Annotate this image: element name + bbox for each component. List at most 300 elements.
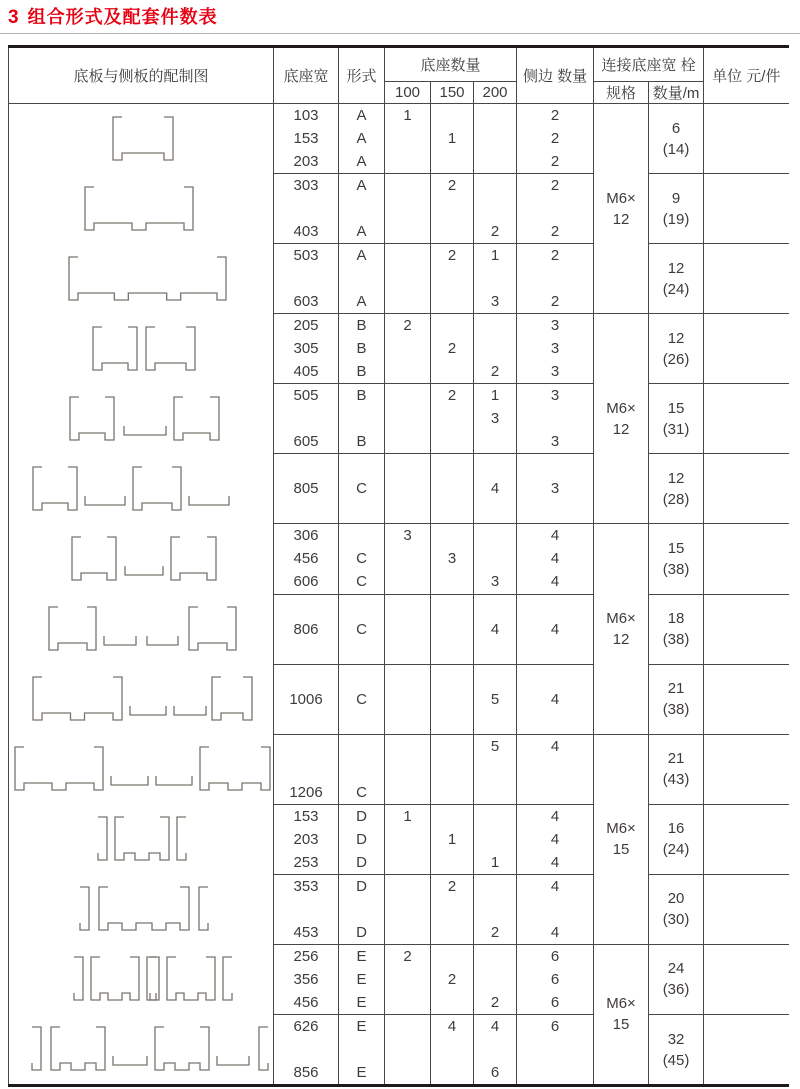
value-slot: B — [356, 387, 367, 405]
unit-price-cell — [704, 454, 789, 524]
value-slot: C — [356, 480, 367, 498]
profile-diagram — [9, 1014, 273, 1083]
qty150-cell — [431, 104, 474, 174]
value-slot — [385, 781, 430, 804]
value-slot: 4 — [490, 480, 500, 498]
qty200-cell — [474, 174, 517, 244]
diagram-column-cell — [9, 104, 274, 1086]
section-title-text: 组合形式及配套件数表 — [27, 7, 218, 27]
value-slot — [474, 524, 516, 547]
value-slot: 503 — [293, 247, 319, 264]
value-slot — [474, 781, 516, 804]
qty150-cell — [431, 734, 474, 804]
bolt-spec-cell — [594, 524, 649, 734]
side-qty-cell — [517, 524, 594, 594]
value-slot — [385, 1061, 430, 1084]
value-slot: 3 — [550, 317, 560, 334]
header-base-qty-200: 200 — [474, 82, 517, 104]
bolt-qty-line: (26) — [662, 350, 690, 368]
qty100-cell — [385, 174, 431, 244]
qty150-cell — [431, 314, 474, 384]
side-qty-cell — [517, 384, 594, 454]
profile-diagram — [9, 734, 273, 803]
side-qty-cell — [517, 314, 594, 384]
bolt-qty-line: 6 — [671, 119, 681, 137]
bolt-spec-line: M6× — [606, 995, 636, 1013]
value-slot: 4 — [550, 807, 560, 825]
qty150-cell — [431, 804, 474, 874]
bolt-qty-line: (28) — [662, 490, 690, 508]
value-slot — [431, 711, 473, 734]
value-slot — [274, 665, 338, 688]
value-slot: 603 — [293, 293, 319, 310]
value-slot: 4 — [550, 830, 560, 848]
value-slot — [517, 758, 593, 781]
profile-diagram — [9, 874, 273, 943]
value-slot: C — [356, 783, 367, 801]
value-slot: A — [356, 153, 367, 170]
value-slot: 203 — [293, 830, 319, 848]
value-slot — [431, 898, 473, 921]
value-slot — [274, 407, 338, 430]
value-slot: 1006 — [289, 690, 323, 708]
bolt-qty-line: (38) — [662, 701, 690, 718]
profile-diagram — [9, 594, 273, 663]
unit-price-cell — [704, 314, 789, 384]
value-slot: 3 — [490, 573, 500, 591]
value-slot: 103 — [293, 107, 319, 124]
value-slot: 806 — [293, 620, 319, 638]
value-slot: B — [356, 317, 367, 334]
value-slot — [474, 430, 516, 453]
value-slot — [385, 595, 430, 618]
unit-price-cell — [704, 104, 789, 174]
value-slot — [474, 314, 516, 337]
value-slot: C — [356, 620, 367, 638]
qty100-cell — [385, 244, 431, 314]
qty150-cell — [431, 174, 474, 244]
value-slot — [339, 711, 384, 734]
header-form: 形式 — [339, 47, 385, 104]
bolt-qty-line: 21 — [667, 750, 685, 768]
value-slot — [474, 454, 516, 477]
bolt-qty-line: (45) — [662, 1051, 690, 1069]
value-slot — [385, 1038, 430, 1061]
value-slot — [339, 758, 384, 781]
value-slot: 1 — [403, 807, 412, 825]
value-slot — [431, 945, 473, 968]
header-bolt-qty: 数量/m — [649, 82, 704, 104]
side-qty-cell — [517, 594, 594, 664]
value-slot — [431, 430, 473, 453]
value-slot — [385, 991, 430, 1014]
value-slot: 856 — [293, 1064, 319, 1081]
value-slot — [431, 407, 473, 430]
value-slot: 1 — [490, 247, 500, 264]
qty100-cell — [385, 454, 431, 524]
value-slot — [385, 711, 430, 734]
qty200-cell — [474, 384, 517, 454]
bolt-qty-line: (19) — [662, 210, 690, 228]
qty150-cell — [431, 944, 474, 1014]
value-slot — [474, 595, 516, 618]
base-width-cell — [274, 804, 339, 874]
value-slot: 606 — [293, 573, 319, 591]
value-slot — [385, 477, 430, 500]
value-slot: 2 — [550, 107, 560, 124]
bolt-qty-line: (36) — [662, 981, 690, 999]
value-slot — [474, 758, 516, 781]
bolt-qty-line: (24) — [662, 841, 690, 859]
value-slot: 4 — [490, 620, 500, 638]
value-slot — [339, 407, 384, 430]
value-slot — [385, 665, 430, 688]
qty100-cell — [385, 804, 431, 874]
value-slot: 3 — [403, 527, 412, 545]
form-cell — [339, 454, 385, 524]
value-slot — [517, 595, 593, 618]
qty100-cell — [385, 874, 431, 944]
bolt-qty-line: 12 — [667, 469, 685, 487]
value-slot — [385, 244, 430, 267]
value-slot: 805 — [293, 480, 319, 498]
profile-diagram — [9, 384, 273, 453]
value-slot — [385, 174, 430, 197]
profile-diagram — [9, 314, 273, 383]
value-slot: 456 — [293, 993, 319, 1011]
value-slot — [339, 898, 384, 921]
value-slot: 4 — [550, 737, 560, 755]
header-base-qty-150: 150 — [431, 82, 474, 104]
bolt-spec-cell — [594, 944, 649, 1085]
bolt-qty-cell — [649, 874, 704, 944]
title-divider — [0, 33, 800, 34]
value-slot — [385, 688, 430, 711]
base-width-cell — [274, 1015, 339, 1086]
value-slot: E — [356, 993, 367, 1011]
qty150-cell — [431, 594, 474, 664]
profile-diagram — [9, 804, 273, 873]
bolt-qty-line: 20 — [667, 890, 685, 908]
value-slot: 306 — [293, 527, 319, 545]
value-slot: 2 — [490, 363, 500, 380]
bolt-qty-line: (24) — [662, 280, 690, 298]
value-slot — [431, 314, 473, 337]
value-slot — [274, 898, 338, 921]
value-slot — [431, 991, 473, 1014]
base-width-cell — [274, 594, 339, 664]
bolt-qty-line: (31) — [662, 420, 690, 438]
value-slot: E — [356, 1018, 367, 1035]
value-slot: 3 — [550, 480, 560, 498]
bolt-qty-line: (38) — [662, 631, 690, 648]
qty200-cell — [474, 104, 517, 174]
side-qty-cell — [517, 874, 594, 944]
value-slot — [474, 968, 516, 991]
value-slot — [385, 875, 430, 898]
value-slot: 4 — [550, 853, 560, 871]
value-slot: 4 — [550, 690, 560, 708]
page-title — [8, 6, 218, 29]
value-slot — [517, 665, 593, 688]
value-slot: 356 — [293, 970, 319, 988]
value-slot: 303 — [293, 177, 319, 194]
qty200-cell — [474, 944, 517, 1014]
value-slot — [385, 547, 430, 570]
value-slot: 1 — [490, 387, 500, 405]
value-slot — [517, 898, 593, 921]
value-slot — [474, 150, 516, 173]
value-slot: D — [356, 877, 367, 895]
value-slot — [385, 150, 430, 173]
bolt-qty-cell — [649, 664, 704, 734]
value-slot — [431, 851, 473, 874]
value-slot — [339, 641, 384, 664]
qty200-cell — [474, 664, 517, 734]
value-slot — [339, 735, 384, 758]
bolt-qty-line: 18 — [667, 610, 685, 627]
value-slot: 4 — [550, 527, 560, 545]
value-slot — [474, 711, 516, 734]
value-slot — [339, 524, 384, 547]
bolt-qty-cell — [649, 524, 704, 594]
value-slot — [385, 197, 430, 220]
value-slot: 203 — [293, 153, 319, 170]
value-slot — [431, 150, 473, 173]
value-slot: 3 — [447, 550, 457, 568]
qty150-cell — [431, 874, 474, 944]
value-slot — [385, 921, 430, 944]
value-slot: 4 — [550, 573, 560, 591]
value-slot — [385, 127, 430, 150]
unit-price-cell — [704, 804, 789, 874]
qty100-cell — [385, 594, 431, 664]
qty100-cell — [385, 664, 431, 734]
value-slot: 403 — [293, 223, 319, 240]
value-slot — [431, 267, 473, 290]
value-slot: 2 — [447, 340, 457, 357]
bolt-qty-cell — [649, 174, 704, 244]
value-slot — [517, 1038, 593, 1061]
qty100-cell — [385, 1015, 431, 1086]
qty200-cell — [474, 874, 517, 944]
value-slot — [385, 898, 430, 921]
value-slot: B — [356, 433, 367, 451]
value-slot — [431, 500, 473, 523]
value-slot — [431, 665, 473, 688]
qty150-cell — [431, 244, 474, 314]
qty200-cell — [474, 804, 517, 874]
profile-diagram — [9, 454, 273, 523]
header-bolt-spec: 规格 — [594, 82, 649, 104]
qty150-cell — [431, 524, 474, 594]
value-slot — [431, 570, 473, 593]
value-slot — [385, 290, 430, 313]
value-slot — [431, 688, 473, 711]
value-slot: 2 — [550, 247, 560, 264]
value-slot: A — [356, 177, 367, 194]
bolt-qty-line: 24 — [667, 960, 685, 978]
value-slot: E — [356, 1064, 367, 1081]
table-row-group — [9, 104, 789, 174]
value-slot: C — [356, 550, 367, 568]
value-slot: C — [356, 690, 367, 708]
side-qty-cell — [517, 1015, 594, 1086]
header-base-width: 底座宽 — [274, 47, 339, 104]
bolt-qty-line: 21 — [667, 680, 685, 697]
value-slot: 2 — [447, 970, 457, 988]
base-width-cell — [274, 244, 339, 314]
header-unit: 单位 元/件 — [704, 47, 789, 104]
qty200-cell — [474, 454, 517, 524]
bolt-spec-cell — [594, 314, 649, 524]
value-slot: B — [356, 363, 367, 380]
value-slot — [474, 197, 516, 220]
value-slot — [339, 454, 384, 477]
value-slot: 6 — [550, 1018, 560, 1035]
value-slot: 1 — [447, 830, 457, 848]
bolt-qty-cell — [649, 944, 704, 1014]
value-slot — [474, 665, 516, 688]
bolt-qty-line: 15 — [667, 539, 685, 557]
value-slot — [339, 267, 384, 290]
value-slot: 4 — [550, 923, 560, 941]
value-slot: 1206 — [289, 783, 323, 801]
base-width-cell — [274, 734, 339, 804]
value-slot: 5 — [490, 690, 500, 708]
unit-price-cell — [704, 1015, 789, 1086]
value-slot: 4 — [490, 1018, 500, 1035]
value-slot — [431, 805, 473, 828]
value-slot: 205 — [293, 317, 319, 334]
value-slot: 1 — [403, 107, 412, 124]
value-slot — [385, 1015, 430, 1038]
value-slot — [385, 384, 430, 407]
form-cell — [339, 244, 385, 314]
form-cell — [339, 664, 385, 734]
value-slot: 1 — [490, 853, 500, 871]
value-slot — [431, 781, 473, 804]
bolt-qty-cell — [649, 104, 704, 174]
value-slot — [431, 477, 473, 500]
unit-price-cell — [704, 384, 789, 454]
bolt-qty-cell — [649, 804, 704, 874]
value-slot — [431, 758, 473, 781]
value-slot — [385, 407, 430, 430]
value-slot: 2 — [490, 923, 500, 941]
profile-diagram — [9, 104, 273, 173]
value-slot — [474, 805, 516, 828]
value-slot — [339, 197, 384, 220]
value-slot: 6 — [550, 993, 560, 1011]
side-qty-cell — [517, 734, 594, 804]
value-slot: 3 — [490, 410, 500, 428]
value-slot: 2 — [447, 177, 457, 194]
base-width-cell — [274, 664, 339, 734]
bolt-qty-line: (30) — [662, 911, 690, 929]
value-slot — [431, 104, 473, 127]
bolt-qty-line: 12 — [667, 259, 685, 277]
value-slot: 2 — [403, 947, 412, 965]
form-cell — [339, 384, 385, 454]
value-slot: 153 — [293, 130, 319, 147]
value-slot: 2 — [490, 993, 500, 1011]
side-qty-cell — [517, 104, 594, 174]
value-slot — [474, 1038, 516, 1061]
qty100-cell — [385, 524, 431, 594]
base-width-cell — [274, 874, 339, 944]
value-slot — [517, 407, 593, 430]
side-qty-cell — [517, 174, 594, 244]
value-slot — [517, 1061, 593, 1084]
value-slot — [517, 267, 593, 290]
value-slot: 253 — [293, 853, 319, 871]
unit-price-cell — [704, 944, 789, 1014]
value-slot — [385, 570, 430, 593]
qty200-cell — [474, 524, 517, 594]
value-slot: A — [356, 130, 367, 147]
value-slot — [385, 968, 430, 991]
value-slot: 3 — [550, 387, 560, 405]
profile-diagram — [9, 244, 273, 313]
form-cell — [339, 874, 385, 944]
value-slot: 353 — [293, 877, 319, 895]
bolt-qty-line: (38) — [662, 560, 690, 578]
value-slot: 4 — [550, 550, 560, 568]
value-slot — [274, 1038, 338, 1061]
value-slot: 5 — [490, 737, 500, 755]
form-cell — [339, 174, 385, 244]
bolt-qty-cell — [649, 734, 704, 804]
qty200-cell — [474, 314, 517, 384]
value-slot — [385, 337, 430, 360]
value-slot — [474, 337, 516, 360]
value-slot — [385, 500, 430, 523]
value-slot: C — [356, 573, 367, 591]
bolt-qty-line: 15 — [667, 399, 685, 417]
value-slot — [385, 851, 430, 874]
value-slot — [431, 524, 473, 547]
side-qty-cell — [517, 944, 594, 1014]
form-cell — [339, 734, 385, 804]
qty100-cell — [385, 734, 431, 804]
value-slot: 2 — [403, 317, 412, 334]
value-slot: D — [356, 807, 367, 825]
value-slot: 2 — [447, 877, 457, 895]
qty150-cell — [431, 454, 474, 524]
value-slot: 3 — [550, 363, 560, 380]
value-slot — [431, 360, 473, 383]
base-width-cell — [274, 454, 339, 524]
base-width-cell — [274, 524, 339, 594]
value-slot: 153 — [293, 807, 319, 825]
bolt-qty-cell — [649, 384, 704, 454]
value-slot: 2 — [447, 247, 457, 264]
value-slot — [431, 454, 473, 477]
profile-diagram — [9, 524, 273, 593]
value-slot — [274, 595, 338, 618]
value-slot — [274, 197, 338, 220]
bolt-qty-line: 9 — [671, 189, 681, 207]
value-slot — [385, 454, 430, 477]
value-slot — [517, 454, 593, 477]
qty200-cell — [474, 734, 517, 804]
bolt-spec-cell — [594, 104, 649, 314]
value-slot — [431, 641, 473, 664]
value-slot — [431, 618, 473, 641]
header-base-qty-100: 100 — [385, 82, 431, 104]
value-slot — [431, 197, 473, 220]
